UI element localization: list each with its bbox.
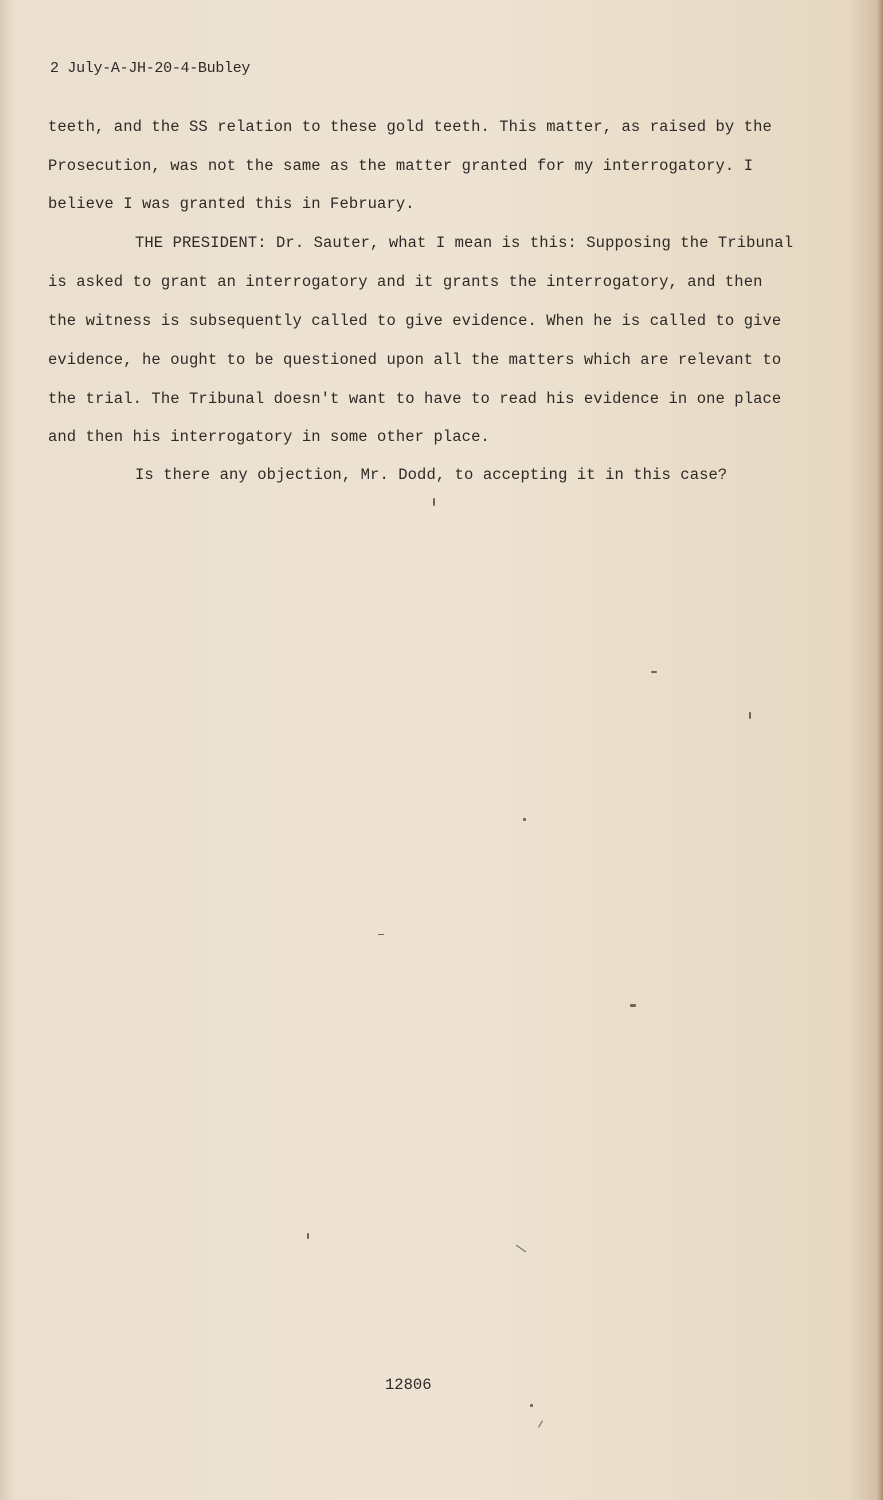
paper-speck — [651, 671, 657, 673]
paper-speck — [538, 1420, 543, 1427]
text-line-4: THE PRESIDENT: Dr. Sauter, what I mean is this: Supposing the Tribunal — [135, 234, 794, 252]
paper-speck — [516, 1245, 526, 1253]
paper-speck — [530, 1404, 533, 1407]
page-number: 12806 — [385, 1376, 432, 1394]
text-line-5: is asked to grant an interrogatory and it grants the interrogatory, and then — [48, 273, 763, 291]
text-line-6: the witness is subsequently called to give evidence. When he is called to give — [48, 312, 782, 330]
paper-speck — [523, 818, 526, 821]
text-line-7: evidence, he ought to be questioned upon all the matters which are relevant to — [48, 351, 782, 369]
page-header: 2 July-A-JH-20-4-Bubley — [50, 60, 251, 77]
paper-speck — [378, 934, 384, 935]
text-line-8: the trial. The Tribunal doesn't want to have to read his evidence in one place — [48, 390, 782, 408]
text-line-1: teeth, and the SS relation to these gold teeth. This matter, as raised by the — [48, 118, 772, 136]
text-line-2: Prosecution, was not the same as the matter granted for my interrogatory. I — [48, 157, 754, 175]
text-line-3: believe I was granted this in February. — [48, 195, 415, 213]
paper-speck — [433, 498, 435, 506]
text-line-10: Is there any objection, Mr. Dodd, to accepting it in this case? — [135, 466, 728, 484]
paper-speck — [630, 1004, 636, 1007]
paper-speck — [749, 712, 751, 719]
paper-speck — [307, 1233, 309, 1239]
text-line-9: and then his interrogatory in some other place. — [48, 428, 490, 446]
